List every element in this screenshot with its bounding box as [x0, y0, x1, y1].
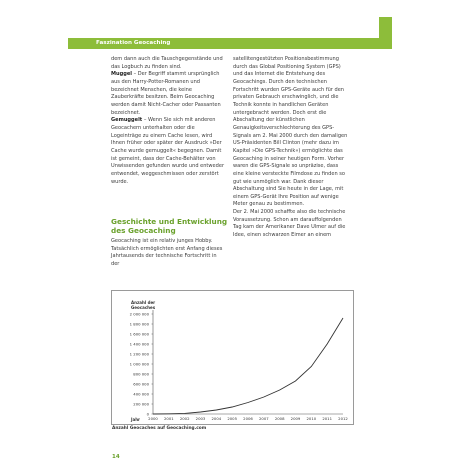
x-tick-label: 2012	[338, 416, 348, 421]
x-tick-label: 2003	[195, 416, 206, 421]
gemuggelt-term: Gemuggelt	[111, 117, 143, 124]
y-axis-label: Anzahl der Geocaches	[131, 300, 156, 310]
muggel-paragraph	[111, 71, 225, 117]
header-title: Faszination Geocaching	[96, 40, 171, 46]
x-tick-label: 2011	[322, 416, 333, 421]
x-tick-label: 2006	[243, 416, 253, 421]
left-intro: dem dann auch die Tauschgegenstände und das Logbuch zu finden sind.	[111, 56, 223, 70]
x-tick-label: 2010	[306, 416, 317, 421]
section-title: Geschichte und Entwicklung des Geocaching	[111, 217, 228, 235]
x-tick-label: 2002	[179, 416, 190, 421]
y-tick-label: 200 000	[133, 401, 149, 407]
x-tick-label: 2008	[274, 416, 285, 421]
chart-caption: Anzahl Geocaches auf Geocaching.com	[112, 426, 207, 431]
x-tick-label: 2000	[148, 416, 158, 421]
y-tick-label: 1 000 000	[129, 361, 149, 367]
right-paragraph-1: satellitengestützten Positionsbestimmung durch das Global Positioning System (GPS) und das Internet die Entstehung des Geocachings. Durch den technischen Fortschritt wurden GPS-Geräte auch für den privaten Gebrauch erschwinglich, und die Technik konnte in handlichen Geräten untergebracht werden. Doch erst die Abschaltung der künstlichen Genauigkeitsverschlechterung des GPS-Signals am 2. Mai 2000 durch den damaligen US-Präsidenten Bill Clinton (mehr dazu im Kapitel »Die GPS-Technik«) ermöglichte das Geocaching in seiner heutigen Form. Vorher waren die GPS-Signale so unpräzise, dass eine kleine versteckte Filmdose zu finden so gut wie unmöglich war. Dank dieser Abschaltung sind Sie heute in der Lage, mit einem GPS-Gerät Ihre Position auf wenige Meter genau zu bestimmen.	[233, 56, 348, 208]
y-tick-label: 600 000	[133, 381, 149, 387]
section-text-column	[111, 238, 225, 269]
series-line	[153, 318, 343, 414]
y-tick-label: 1 200 000	[129, 351, 149, 357]
muggel-term: Muggel	[111, 71, 132, 78]
x-axis-label: Jahr	[131, 417, 141, 422]
page-number: 14	[112, 454, 120, 460]
x-tick-label: 2005	[227, 416, 238, 421]
x-tick-label: 2009	[290, 416, 301, 421]
x-tick-label: 2004	[211, 416, 222, 421]
muggel-text: – Der Begriff stammt ursprünglich aus den Harry-Potter-Romanen und bezeichnet Menschen, die keine Zauberkräfte besitzen. Beim Geocaching werden damit Nicht-Cacher oder Passanten bezeichnet.	[111, 71, 221, 116]
y-tick-label: 2 000 000	[129, 311, 149, 317]
y-tick-label: 1 800 000	[129, 321, 149, 327]
y-tick-label: 0	[146, 411, 149, 417]
x-tick-label: 2007	[258, 416, 269, 421]
y-tick-label: 1 400 000	[129, 341, 149, 347]
left-column	[111, 56, 225, 186]
x-tick-label: 2001	[163, 416, 174, 421]
gemuggelt-text: – Wenn Sie sich mit anderen Geocachern unterhalten oder die Logeinträge zu einem Cache lesen, wird Ihnen früher oder später der Ausdruck »Der Cache wurde gemuggelt« begegnen. Damit ist gemeint, dass der Cache-Behälter von Unwissenden gefunden wurde und entweder entwendet, weggeschmissen oder zerstört wurde.	[111, 117, 225, 185]
section-text: Geocaching ist ein relativ junges Hobby. Tatsächlich ermöglichten erst Anfang dieses Jahrtausends der technische Fortschritt in der	[111, 238, 223, 267]
right-paragraph-2: Der 2. Mai 2000 schaffte also die technische Voraussetzung. Schon am darauffolgenden Tag kam der Amerikaner Dave Ulmer auf die Idee, einen schwarzen Eimer an einem	[233, 209, 346, 239]
y-tick-label: 400 000	[133, 391, 149, 397]
gemuggelt-paragraph	[111, 117, 225, 186]
chart	[111, 290, 354, 425]
y-tick-label: 1 600 000	[129, 331, 149, 337]
right-column	[233, 56, 348, 240]
y-tick-label: 800 000	[133, 371, 149, 377]
